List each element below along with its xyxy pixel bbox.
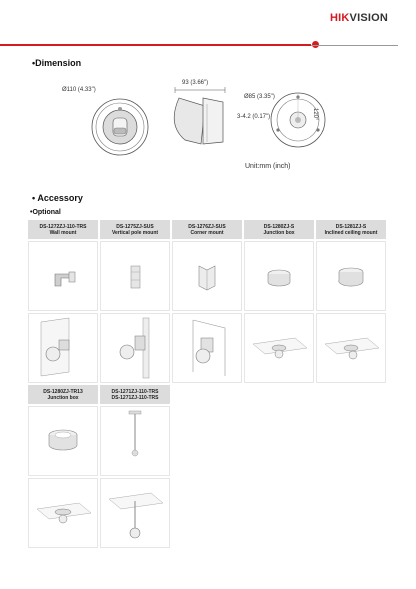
junction-box-tr13-install-image	[28, 478, 98, 548]
junction-box-install-image	[244, 313, 314, 383]
base-diameter-label: Ø85 (3.35")	[244, 94, 275, 100]
side-width-label: 93 (3.66")	[182, 80, 209, 86]
corner-mount-image	[172, 241, 242, 311]
pendant-mount-image	[100, 406, 170, 476]
accessory-header-4: DS-1280ZJ-S Junction box	[244, 220, 314, 239]
front-diameter-label: Ø110 (4.33")	[62, 87, 96, 93]
accessory-header-1: DS-1272ZJ-110-TRS Wall mount	[28, 220, 98, 239]
header-rule-gray	[311, 45, 398, 46]
brand-logo: HIKVISION	[330, 12, 389, 24]
accessory-heading: • Accessory	[32, 193, 83, 203]
header-rule	[0, 44, 311, 46]
unit-label: Unit:mm (inch)	[245, 163, 291, 170]
accessory-header-3: DS-1276ZJ-SUS Corner mount	[172, 220, 242, 239]
vertical-pole-mount-image	[100, 241, 170, 311]
junction-box-image	[244, 241, 314, 311]
dimension-heading: •Dimension	[32, 58, 82, 68]
hole-label: 3-4.2 (0.17")	[237, 114, 271, 120]
accessory-header-7: DS-1271ZJ-110-TRS DS-1271ZJ-110-TRS	[100, 385, 170, 404]
accessory-header-5: DS-1281ZJ-S Inclined ceiling mount	[316, 220, 386, 239]
base-view-drawing	[268, 88, 328, 150]
vertical-pole-install-image	[100, 313, 170, 383]
wall-mount-image	[28, 241, 98, 311]
front-view-drawing	[90, 94, 150, 159]
inclined-ceiling-mount-image	[316, 241, 386, 311]
side-view-drawing	[165, 86, 235, 148]
pendant-mount-install-image	[100, 478, 170, 548]
accessory-header-6: DS-1280ZJ-TR13 Junction box	[28, 385, 98, 404]
angle-label: 120°	[312, 108, 318, 121]
accessory-header-2: DS-1275ZJ-SUS Vertical pole mount	[100, 220, 170, 239]
corner-mount-install-image	[172, 313, 242, 383]
inclined-ceiling-install-image	[316, 313, 386, 383]
optional-label: •Optional	[30, 209, 61, 216]
wall-mount-install-image	[28, 313, 98, 383]
junction-box-tr13-image	[28, 406, 98, 476]
